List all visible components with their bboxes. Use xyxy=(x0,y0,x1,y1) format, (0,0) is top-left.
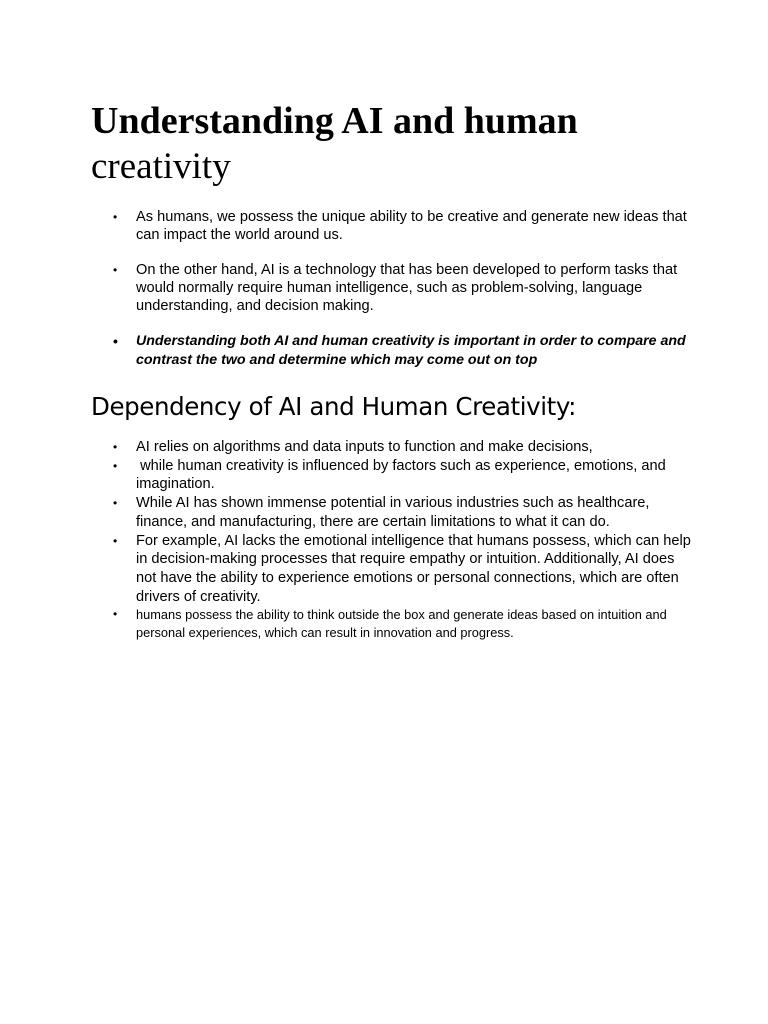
list-item-text: while human creativity is influenced by factors such as experience, emotions, and imagination. xyxy=(136,457,670,493)
bullet-icon: • xyxy=(113,496,118,511)
list-item xyxy=(91,261,691,315)
document-title xyxy=(91,98,711,190)
list-item-text: AI relies on algorithms and data inputs to function and make decisions, xyxy=(136,439,593,455)
list-item xyxy=(91,438,691,457)
list-item-text: On the other hand, AI is a technology that has been developed to perform tasks that would normally require human intelligence, such as problem-solving, language understanding, and decision making. xyxy=(136,262,678,314)
bullet-icon: • xyxy=(113,458,118,473)
list-item xyxy=(91,606,691,641)
list-item xyxy=(91,457,691,494)
list-item-text: Understanding both AI and human creativity is important in order to compare and contrast the two and determine which may come out on top xyxy=(136,333,686,368)
bullet-icon: • xyxy=(113,440,118,454)
title-bold-part: Understanding AI and human xyxy=(91,100,578,142)
bullet-icon: • xyxy=(113,333,118,349)
list-item xyxy=(91,208,691,244)
list-item-text: humans possess the ability to think outside the box and generate ideas based on intuition and personal experiences, which can result in innovation and progress. xyxy=(136,607,667,640)
bullet-icon: • xyxy=(113,533,118,548)
list-item xyxy=(91,532,691,607)
list-item-text: While AI has shown immense potential in various industries such as healthcare, finance, and manufacturing, there are certain limitations to what it can do. xyxy=(136,495,650,530)
intro-bullet-list xyxy=(91,208,691,387)
bullet-icon: • xyxy=(113,210,118,224)
list-item xyxy=(91,494,691,531)
bullet-icon: • xyxy=(113,263,118,277)
dependency-bullet-list xyxy=(91,438,691,641)
bullet-icon: • xyxy=(113,607,118,622)
section-heading: Dependency of AI and Human Creativity: xyxy=(91,392,577,421)
list-item-emphasized xyxy=(91,332,691,370)
list-item-text: For example, AI lacks the emotional intelligence that humans possess, which can help in decision-making processes that require empathy or intuition. Additionally, AI does not have the ability to experience emotions or personal connections, which are often drivers of creativity. xyxy=(136,532,691,605)
list-item-text: As humans, we possess the unique ability to be creative and generate new ideas that can impact the world around us. xyxy=(136,209,687,243)
title-regular-part: creativity xyxy=(91,146,231,187)
